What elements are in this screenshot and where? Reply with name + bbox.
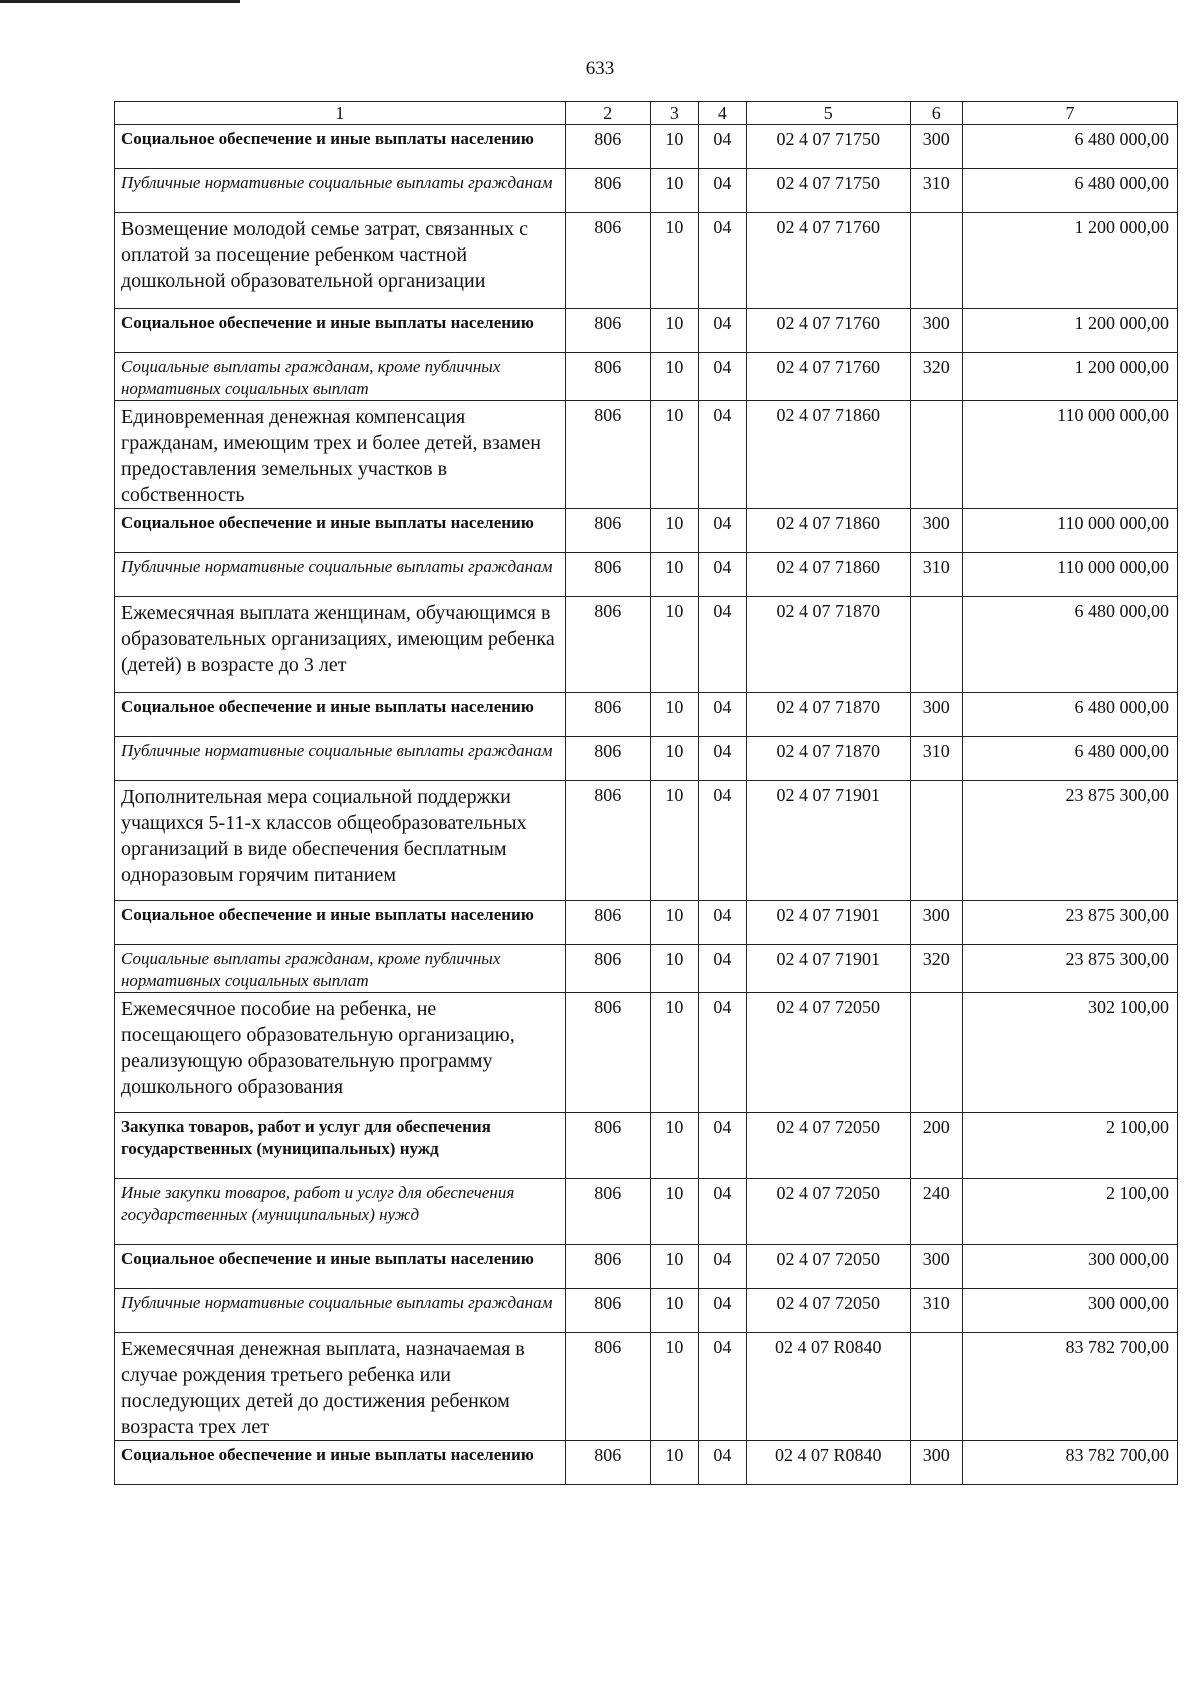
row-section-cell: 10 [650,553,698,597]
row-subsection-cell: 04 [698,309,746,353]
row-target-article-cell: 02 4 07 71860 [746,509,910,553]
row-amount-cell: 1 200 000,00 [962,309,1177,353]
row-subsection-cell: 04 [698,781,746,901]
header-col-4: 4 [698,102,746,125]
header-col-3: 3 [650,102,698,125]
row-ministry-code-cell: 806 [565,125,650,169]
table-row [115,213,1178,309]
row-amount-cell: 2 100,00 [962,1179,1177,1245]
row-name-cell: Ежемесячная денежная выплата, назначаемая в случае рождения третьего ребенка или последующих детей до достижения ребенком возраста трех лет [115,1333,566,1441]
header-col-6: 6 [910,102,962,125]
row-ministry-code-cell: 806 [565,309,650,353]
row-amount-cell: 6 480 000,00 [962,737,1177,781]
row-name-cell: Единовременная денежная компенсация гражданам, имеющим трех и более детей, взамен предоставления земельных участков в собственность [115,401,566,509]
row-section-cell: 10 [650,213,698,309]
row-amount-cell: 110 000 000,00 [962,553,1177,597]
table-row [115,553,1178,597]
row-name-cell: Ежемесячное пособие на ребенка, не посещающего образовательную организацию, реализующую образовательную программу дошкольного образования [115,993,566,1113]
row-section-cell: 10 [650,309,698,353]
row-target-article-cell: 02 4 07 71901 [746,945,910,993]
row-ministry-code-cell: 806 [565,781,650,901]
table-row [115,401,1178,509]
row-subsection-cell: 04 [698,693,746,737]
row-section-cell: 10 [650,1333,698,1441]
row-target-article-cell: 02 4 07 71860 [746,553,910,597]
row-target-article-cell: 02 4 07 71870 [746,693,910,737]
row-expense-type-cell: 300 [910,693,962,737]
table-header-row [115,102,1178,125]
row-expense-type-cell [910,401,962,509]
row-name-cell: Дополнительная мера социальной поддержки учащихся 5-11-х классов общеобразовательных организаций в виде обеспечения бесплатным одноразовым горячим питанием [115,781,566,901]
row-subsection-cell: 04 [698,1333,746,1441]
row-ministry-code-cell: 806 [565,945,650,993]
row-expense-type-cell: 240 [910,1179,962,1245]
row-ministry-code-cell: 806 [565,553,650,597]
table-row [115,737,1178,781]
row-expense-type-cell: 310 [910,737,962,781]
header-col-7: 7 [962,102,1177,125]
page-number: 633 [585,58,615,79]
row-ministry-code-cell: 806 [565,597,650,693]
row-subsection-cell: 04 [698,213,746,309]
row-name-cell: Социальное обеспечение и иные выплаты населению [115,1441,566,1485]
table-row [115,125,1178,169]
row-name-cell: Публичные нормативные социальные выплаты гражданам [115,553,566,597]
table-row [115,1245,1178,1289]
row-subsection-cell: 04 [698,509,746,553]
row-target-article-cell: 02 4 07 72050 [746,1179,910,1245]
row-section-cell: 10 [650,901,698,945]
table-row [115,993,1178,1113]
row-amount-cell: 23 875 300,00 [962,781,1177,901]
row-expense-type-cell: 300 [910,1441,962,1485]
row-ministry-code-cell: 806 [565,169,650,213]
row-subsection-cell: 04 [698,125,746,169]
row-ministry-code-cell: 806 [565,993,650,1113]
table-row [115,693,1178,737]
row-expense-type-cell: 320 [910,945,962,993]
row-target-article-cell: 02 4 07 71870 [746,597,910,693]
row-ministry-code-cell: 806 [565,1179,650,1245]
row-target-article-cell: 02 4 07 71901 [746,781,910,901]
row-target-article-cell: 02 4 07 R0840 [746,1441,910,1485]
row-subsection-cell: 04 [698,401,746,509]
row-section-cell: 10 [650,125,698,169]
row-target-article-cell: 02 4 07 R0840 [746,1333,910,1441]
row-name-cell: Социальное обеспечение и иные выплаты населению [115,693,566,737]
row-section-cell: 10 [650,509,698,553]
row-ministry-code-cell: 806 [565,1441,650,1485]
row-subsection-cell: 04 [698,1113,746,1179]
table-row [115,1179,1178,1245]
row-subsection-cell: 04 [698,169,746,213]
row-ministry-code-cell: 806 [565,693,650,737]
row-target-article-cell: 02 4 07 71760 [746,309,910,353]
row-target-article-cell: 02 4 07 71750 [746,125,910,169]
row-subsection-cell: 04 [698,1289,746,1333]
row-ministry-code-cell: 806 [565,1289,650,1333]
row-expense-type-cell: 310 [910,1289,962,1333]
row-amount-cell: 302 100,00 [962,993,1177,1113]
row-amount-cell: 110 000 000,00 [962,401,1177,509]
row-amount-cell: 300 000,00 [962,1289,1177,1333]
row-target-article-cell: 02 4 07 72050 [746,1245,910,1289]
row-name-cell: Публичные нормативные социальные выплаты гражданам [115,737,566,781]
row-amount-cell: 1 200 000,00 [962,213,1177,309]
row-ministry-code-cell: 806 [565,401,650,509]
header-col-5: 5 [746,102,910,125]
row-section-cell: 10 [650,1113,698,1179]
row-section-cell: 10 [650,945,698,993]
row-ministry-code-cell: 806 [565,509,650,553]
row-amount-cell: 6 480 000,00 [962,693,1177,737]
row-section-cell: 10 [650,737,698,781]
row-name-cell: Социальное обеспечение и иные выплаты населению [115,901,566,945]
row-target-article-cell: 02 4 07 72050 [746,1289,910,1333]
row-subsection-cell: 04 [698,1179,746,1245]
row-amount-cell: 83 782 700,00 [962,1333,1177,1441]
row-name-cell: Закупка товаров, работ и услуг для обеспечения государственных (муниципальных) нужд [115,1113,566,1179]
row-name-cell: Социальные выплаты гражданам, кроме публичных нормативных социальных выплат [115,353,566,401]
row-subsection-cell: 04 [698,353,746,401]
row-expense-type-cell: 200 [910,1113,962,1179]
row-ministry-code-cell: 806 [565,901,650,945]
row-expense-type-cell [910,993,962,1113]
row-section-cell: 10 [650,597,698,693]
row-name-cell: Публичные нормативные социальные выплаты гражданам [115,169,566,213]
row-amount-cell: 110 000 000,00 [962,509,1177,553]
row-name-cell: Иные закупки товаров, работ и услуг для обеспечения государственных (муниципальных) нужд [115,1179,566,1245]
row-ministry-code-cell: 806 [565,737,650,781]
row-subsection-cell: 04 [698,553,746,597]
row-amount-cell: 23 875 300,00 [962,945,1177,993]
row-name-cell: Социальное обеспечение и иные выплаты населению [115,309,566,353]
row-section-cell: 10 [650,353,698,401]
table-row [115,1289,1178,1333]
row-expense-type-cell: 300 [910,1245,962,1289]
row-subsection-cell: 04 [698,901,746,945]
row-name-cell: Социальные выплаты гражданам, кроме публичных нормативных социальных выплат [115,945,566,993]
row-name-cell: Социальное обеспечение и иные выплаты населению [115,509,566,553]
table-row [115,781,1178,901]
budget-table [114,101,1178,1485]
row-amount-cell: 2 100,00 [962,1113,1177,1179]
row-name-cell: Публичные нормативные социальные выплаты гражданам [115,1289,566,1333]
row-expense-type-cell: 300 [910,509,962,553]
row-ministry-code-cell: 806 [565,213,650,309]
row-expense-type-cell: 300 [910,125,962,169]
row-expense-type-cell: 300 [910,309,962,353]
table-row [115,901,1178,945]
row-amount-cell: 6 480 000,00 [962,169,1177,213]
row-expense-type-cell: 320 [910,353,962,401]
row-amount-cell: 6 480 000,00 [962,125,1177,169]
row-expense-type-cell [910,213,962,309]
row-target-article-cell: 02 4 07 72050 [746,1113,910,1179]
row-expense-type-cell: 310 [910,169,962,213]
row-name-cell: Ежемесячная выплата женщинам, обучающимся в образовательных организациях, имеющим ребенка (детей) в возрасте до 3 лет [115,597,566,693]
row-name-cell: Социальное обеспечение и иные выплаты населению [115,125,566,169]
row-amount-cell: 6 480 000,00 [962,597,1177,693]
header-col-1: 1 [115,102,566,125]
row-section-cell: 10 [650,1289,698,1333]
row-target-article-cell: 02 4 07 71760 [746,213,910,309]
row-section-cell: 10 [650,401,698,509]
row-expense-type-cell: 300 [910,901,962,945]
row-section-cell: 10 [650,781,698,901]
table-row [115,169,1178,213]
row-section-cell: 10 [650,1441,698,1485]
row-ministry-code-cell: 806 [565,1113,650,1179]
row-name-cell: Возмещение молодой семье затрат, связанных с оплатой за посещение ребенком частной дошкольной образовательной организации [115,213,566,309]
row-section-cell: 10 [650,693,698,737]
table-row [115,309,1178,353]
row-subsection-cell: 04 [698,945,746,993]
row-name-cell: Социальное обеспечение и иные выплаты населению [115,1245,566,1289]
row-section-cell: 10 [650,1245,698,1289]
row-expense-type-cell [910,1333,962,1441]
header-col-2: 2 [565,102,650,125]
row-target-article-cell: 02 4 07 71860 [746,401,910,509]
row-subsection-cell: 04 [698,597,746,693]
table-row [115,353,1178,401]
row-target-article-cell: 02 4 07 71870 [746,737,910,781]
row-expense-type-cell [910,781,962,901]
row-amount-cell: 300 000,00 [962,1245,1177,1289]
row-section-cell: 10 [650,169,698,213]
row-amount-cell: 23 875 300,00 [962,901,1177,945]
scan-edge-mark [0,0,240,3]
row-section-cell: 10 [650,1179,698,1245]
table-row [115,509,1178,553]
row-ministry-code-cell: 806 [565,1245,650,1289]
table-row [115,1113,1178,1179]
row-target-article-cell: 02 4 07 72050 [746,993,910,1113]
row-expense-type-cell: 310 [910,553,962,597]
table-row [115,1441,1178,1485]
table-row [115,945,1178,993]
row-ministry-code-cell: 806 [565,353,650,401]
row-ministry-code-cell: 806 [565,1333,650,1441]
row-subsection-cell: 04 [698,1245,746,1289]
table-row [115,1333,1178,1441]
row-target-article-cell: 02 4 07 71760 [746,353,910,401]
row-section-cell: 10 [650,993,698,1113]
row-subsection-cell: 04 [698,1441,746,1485]
row-expense-type-cell [910,597,962,693]
row-subsection-cell: 04 [698,737,746,781]
table-row [115,597,1178,693]
row-amount-cell: 83 782 700,00 [962,1441,1177,1485]
row-target-article-cell: 02 4 07 71901 [746,901,910,945]
row-target-article-cell: 02 4 07 71750 [746,169,910,213]
row-subsection-cell: 04 [698,993,746,1113]
row-amount-cell: 1 200 000,00 [962,353,1177,401]
